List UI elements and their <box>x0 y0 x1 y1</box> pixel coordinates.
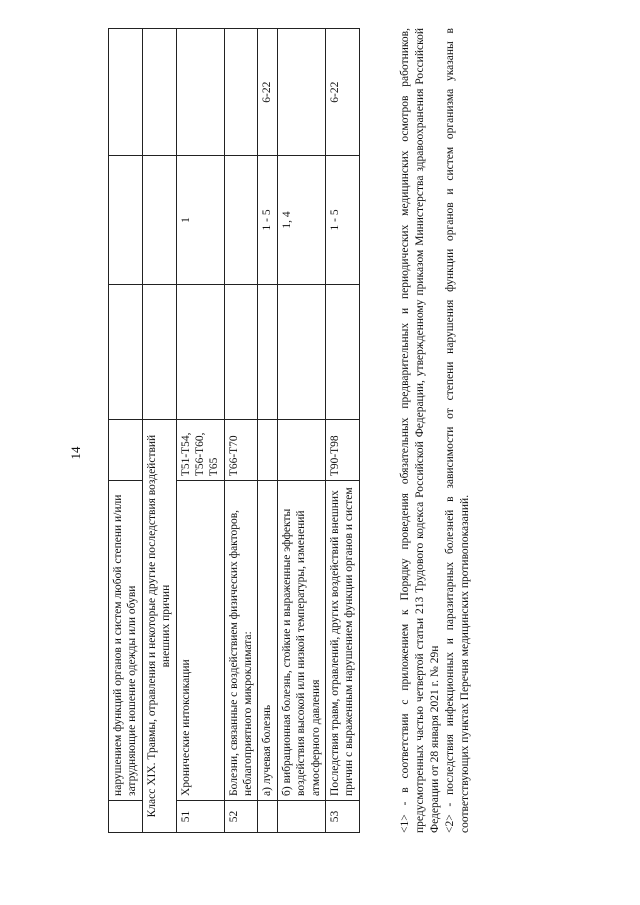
table-cell-num <box>258 800 277 832</box>
table-cell <box>325 284 359 420</box>
table-row-continuation <box>109 28 143 832</box>
table-row <box>224 28 258 832</box>
table-cell <box>109 284 143 420</box>
table-cell-num <box>277 800 325 832</box>
table-cell-code <box>258 419 277 480</box>
table-cell-name: Последствия травм, отравлений, других воздействий внешних причин с выраженным нарушением функции органов и систем <box>325 480 359 800</box>
table-cell-num: 52 <box>224 800 258 832</box>
table-cell-code: T66-T70 <box>224 419 258 480</box>
table-cell: 1 - 5 <box>325 155 359 283</box>
table-cell <box>224 284 258 420</box>
table-cell: 6-22 <box>325 28 359 155</box>
table-cell-code <box>277 419 325 480</box>
table-cell <box>176 284 224 420</box>
table-row <box>176 28 224 832</box>
table-cell-code: T90-T98 <box>325 419 359 480</box>
table-row <box>277 28 325 832</box>
table-cell-code: T51-T54, T56-T60, T65 <box>176 419 224 480</box>
table-cell <box>142 28 176 155</box>
table-cell <box>258 284 277 420</box>
table-row <box>325 28 359 832</box>
footnote-1: <1> - в соответствии с приложением к Порядку проведения обязательных предварительных и периодических медицинских осмотров работников, предусмотренных частью четвертой статьи 213 Трудового кодекса Российской Федерации, утвержденному приказом Министерства здравоохранения Российской Федерации от 28 января 2021 г. № 29н <box>399 27 441 833</box>
table-cell-num: 53 <box>325 800 359 832</box>
table-cell <box>277 28 325 155</box>
table-cell-name: нарушением функций органов и систем любой степени и/или затрудняющие ношение одежды или обуви <box>109 480 143 800</box>
table-cell <box>176 28 224 155</box>
table-cell <box>142 284 176 420</box>
table-cell <box>109 155 143 283</box>
class-title: Класс XIX. Травмы, отравления и некоторые другие последствия воздействий внешних причин <box>142 419 176 832</box>
table-cell-name: б) вибрационная болезнь, стойкие и выраженные эффекты воздействия высокой или низкой температуры, изменений атмосферного давления <box>277 480 325 800</box>
table-cell: 1, 4 <box>277 155 325 283</box>
table-cell-num: 51 <box>176 800 224 832</box>
table-cell <box>109 419 143 480</box>
rotated-page <box>20 13 620 893</box>
table-cell <box>277 284 325 420</box>
footnotes <box>398 28 473 833</box>
page-number: 14 <box>68 446 83 459</box>
table-cell <box>109 800 143 832</box>
table-cell-name: а) лучевая болезнь <box>258 480 277 800</box>
table-cell <box>142 155 176 283</box>
footnote-2: <2> - последствия инфекционных и паразитарных болезней в зависимости от степени нарушения функции органов и систем организма указаны в соответствующих пунктах Перечня медицинских противопоказаний. <box>443 27 471 833</box>
table-cell <box>109 28 143 155</box>
table-cell: 6-22 <box>258 28 277 155</box>
table-cell-name: Хронические интоксикации <box>176 480 224 800</box>
table-cell: 1 - 5 <box>258 155 277 283</box>
table-cell <box>224 28 258 155</box>
contraindications-table <box>108 28 360 833</box>
table-cell: 1 <box>176 155 224 283</box>
table-row-class-title <box>142 28 176 832</box>
table-cell-name: Болезни, связанные с воздействием физических факторов, неблагоприятного микроклимата: <box>224 480 258 800</box>
table-row <box>258 28 277 832</box>
table-cell <box>224 155 258 283</box>
